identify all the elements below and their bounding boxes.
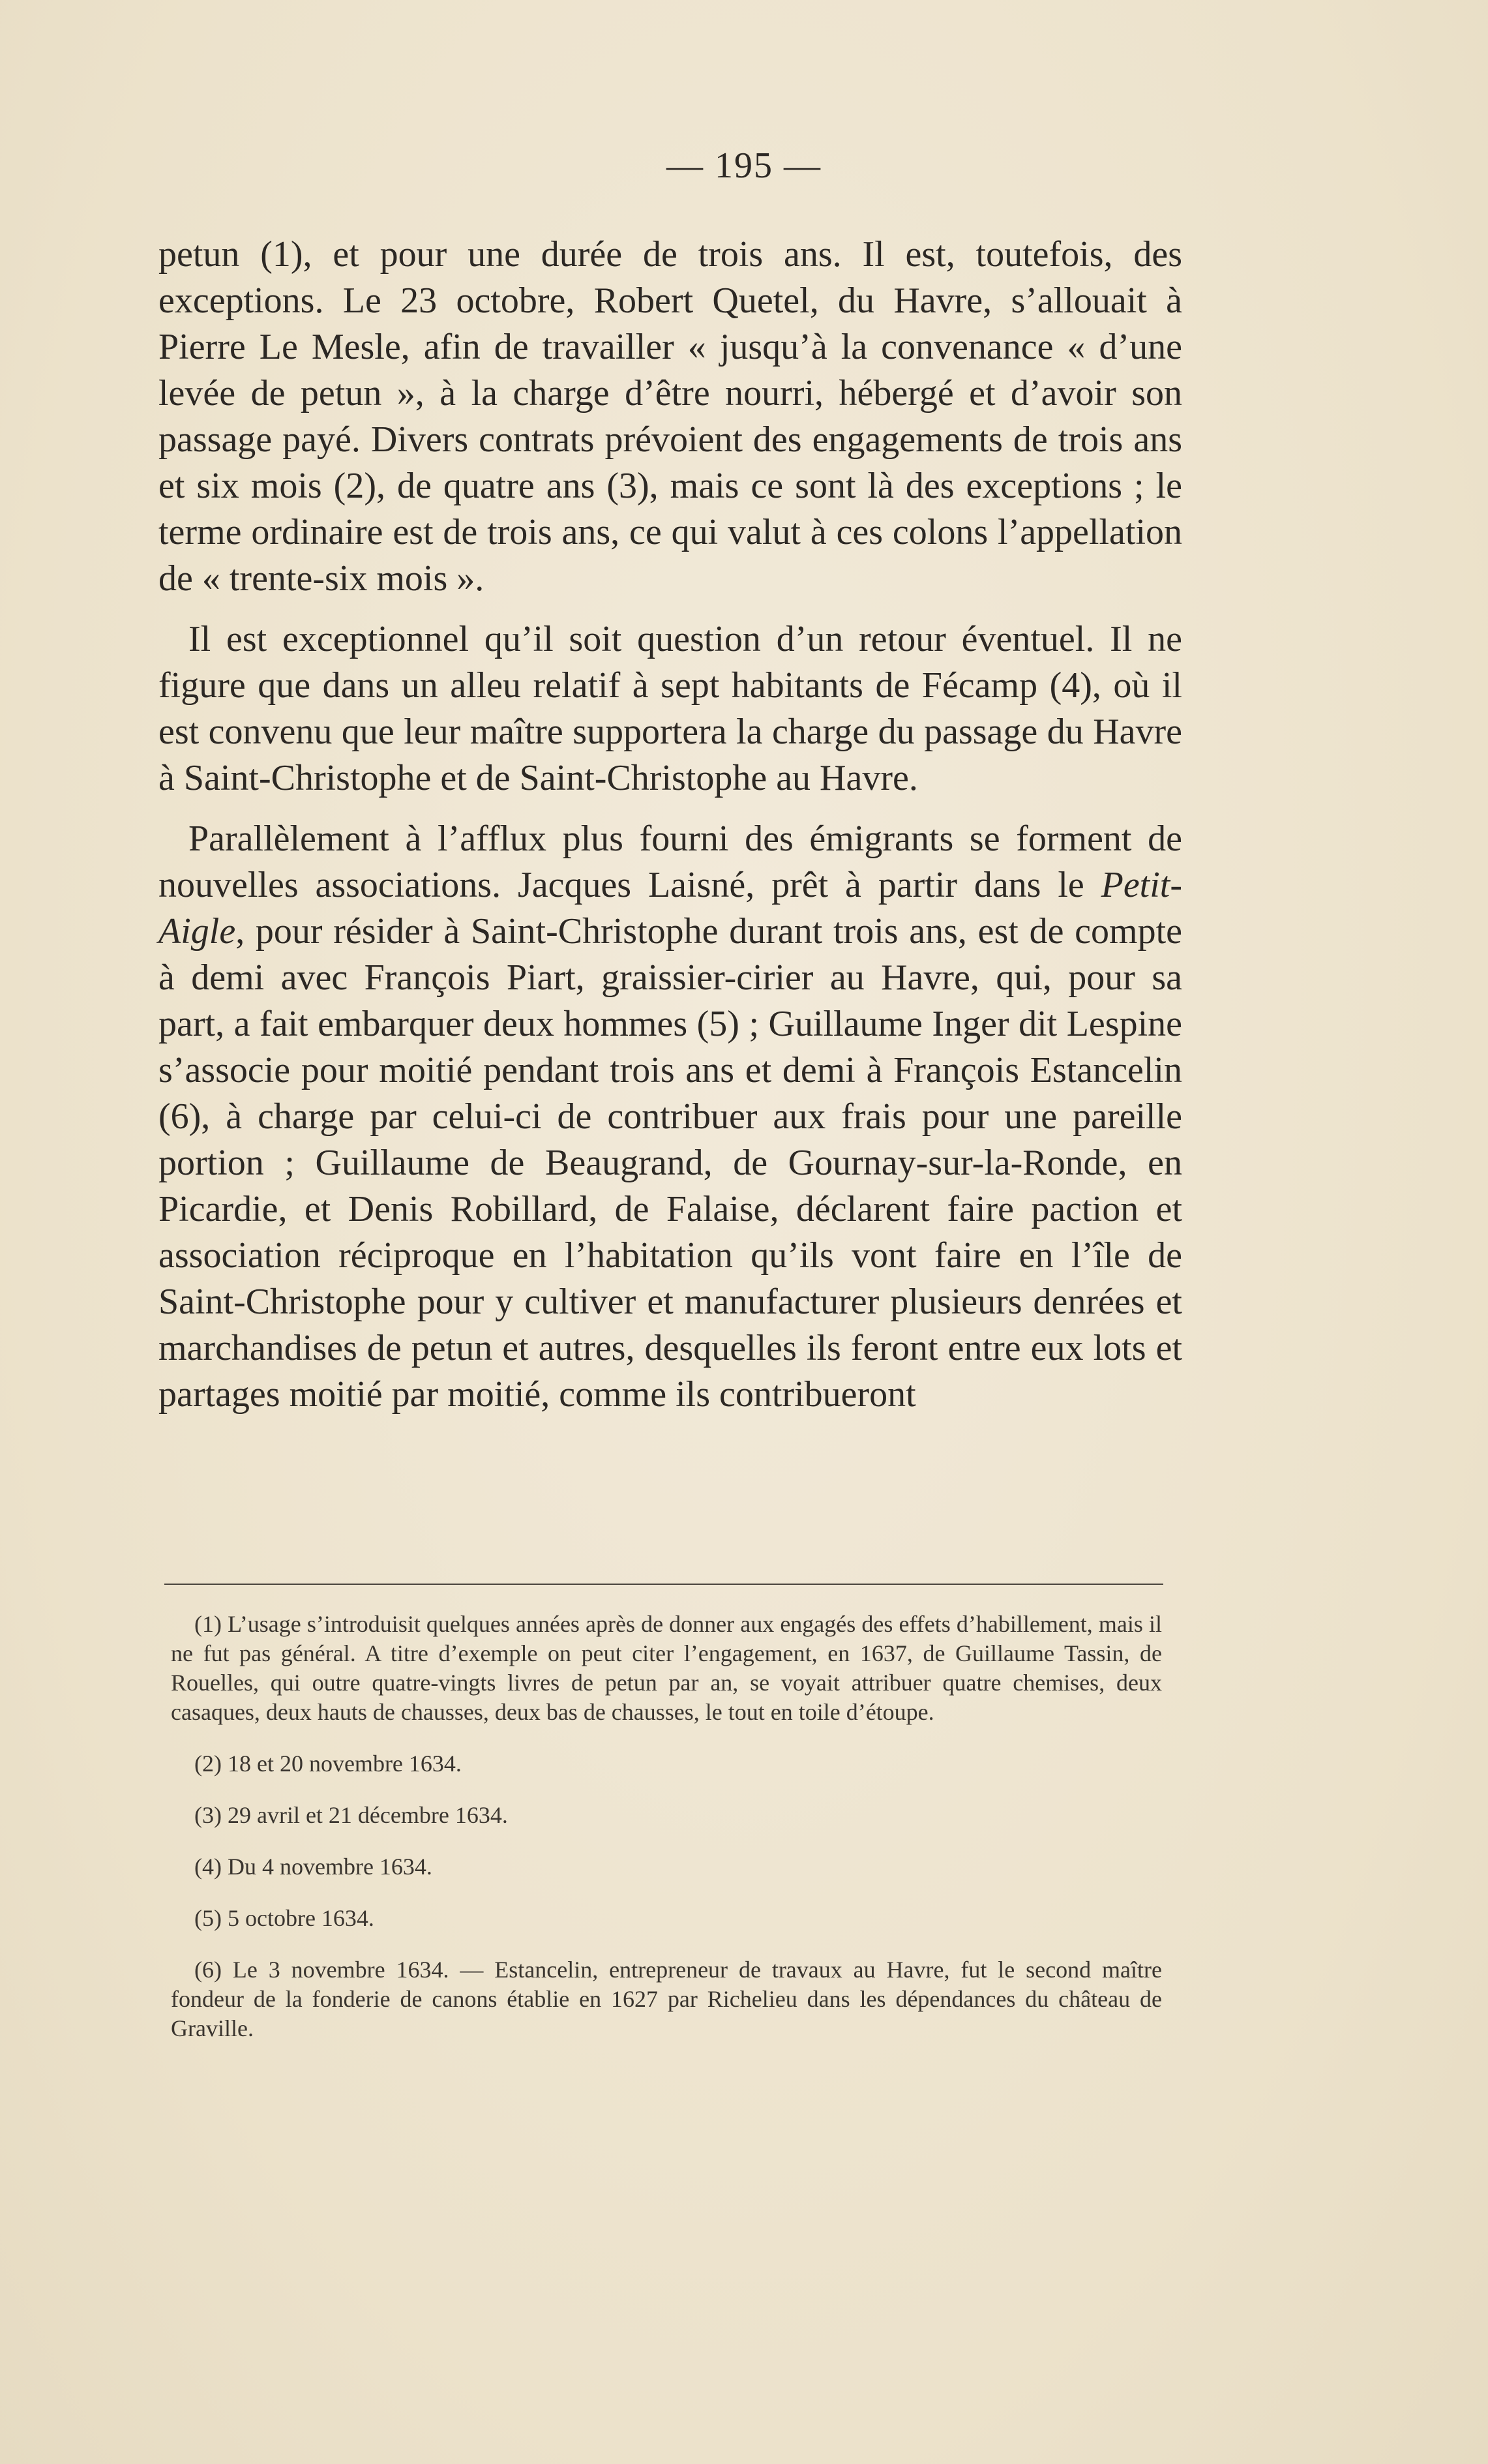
page-number: — 195 — xyxy=(666,145,822,186)
paragraph-2: Il est exceptionnel qu’il soit question d’un retour éventuel. Il ne figure que dans un alleu relatif à sept habitants de Fécamp (4), où il est convenu que leur maître supportera la charge du passage du Havre à Saint-Christophe et de Saint-Christophe au Havre. xyxy=(158,619,1182,798)
footnote-3: (3) 29 avril et 21 décembre 1634. xyxy=(194,1802,508,1828)
footnote-1: (1) L’usage s’introduisit quelques années après de donner aux engagés des effets d’habillement, mais il ne fut pas général. A titre d’exemple on peut citer l’engagement, en 1637, de Guillaume Tassin, de Rouelles, qui outre quatre-vingts livres de petun par an, se voyait attribuer quatre chemises, deux casaques, deux hauts de chausses, deux bas de chausses, le tout en toile d’étoupe. xyxy=(171,1611,1162,1725)
body-text xyxy=(158,232,1182,1418)
footnote-2: (2) 18 et 20 novembre 1634. xyxy=(194,1750,462,1777)
footnotes xyxy=(171,1610,1162,2066)
footnote-4: (4) Du 4 novembre 1634. xyxy=(194,1854,432,1880)
footnote-5: (5) 5 octobre 1634. xyxy=(194,1905,374,1931)
footnote-divider xyxy=(164,1584,1163,1585)
paragraph-3-start: Parallèlement à l’afflux plus fourni des émigrants se forment de nouvelles associations. Jacques Laisné, prêt à partir dans le xyxy=(158,819,1182,905)
footnote-6: (6) Le 3 novembre 1634. — Estancelin, entrepreneur de travaux au Havre, fut le second maître fondeur de la fonderie de canons établie en 1627 par Richelieu dans les dépendances du château de Graville. xyxy=(171,1957,1162,2041)
paragraph-1: petun (1), et pour une durée de trois ans. Il est, toutefois, des exceptions. Le 23 octobre, Robert Quetel, du Havre, s’allouait à Pierre Le Mesle, afin de travailler « jusqu’à la convenance « d’une levée de petun », à la charge d’être nourri, hébergé et d’avoir son passage payé. Divers contrats prévoient des engagements de trois ans et six mois (2), de quatre ans (3), mais ce sont là des exceptions ; le terme ordinaire est de trois ans, ce qui valut à ces colons l’appellation de « trente-six mois ». xyxy=(158,234,1182,599)
paragraph-3 xyxy=(158,816,1182,1418)
paragraph-3-end: , pour résider à Saint-Christophe durant trois ans, est de compte à demi avec François Piart, graissier-cirier au Havre, qui, pour sa part, a fait embarquer deux hommes (5) ; Guillaume Inger dit Lespine s’associe pour moitié pendant trois ans et demi à François Estancelin (6), à charge par celui-ci de contribuer aux frais pour une pareille portion ; Guillaume de Beaugrand, de Gournay-sur-la-Ronde, en Picardie, et Denis Robillard, de Falaise, déclarent faire paction et association réciproque en l’habitation qu’ils vont faire en l’île de Saint-Christophe pour y cultiver et manufacturer plusieurs denrées et marchandises de petun et autres, desquelles ils feront entre eux lots et partages moitié par moitié, comme ils contribueront xyxy=(158,911,1182,1415)
ship-name: Petit-Aigle xyxy=(158,865,1182,952)
